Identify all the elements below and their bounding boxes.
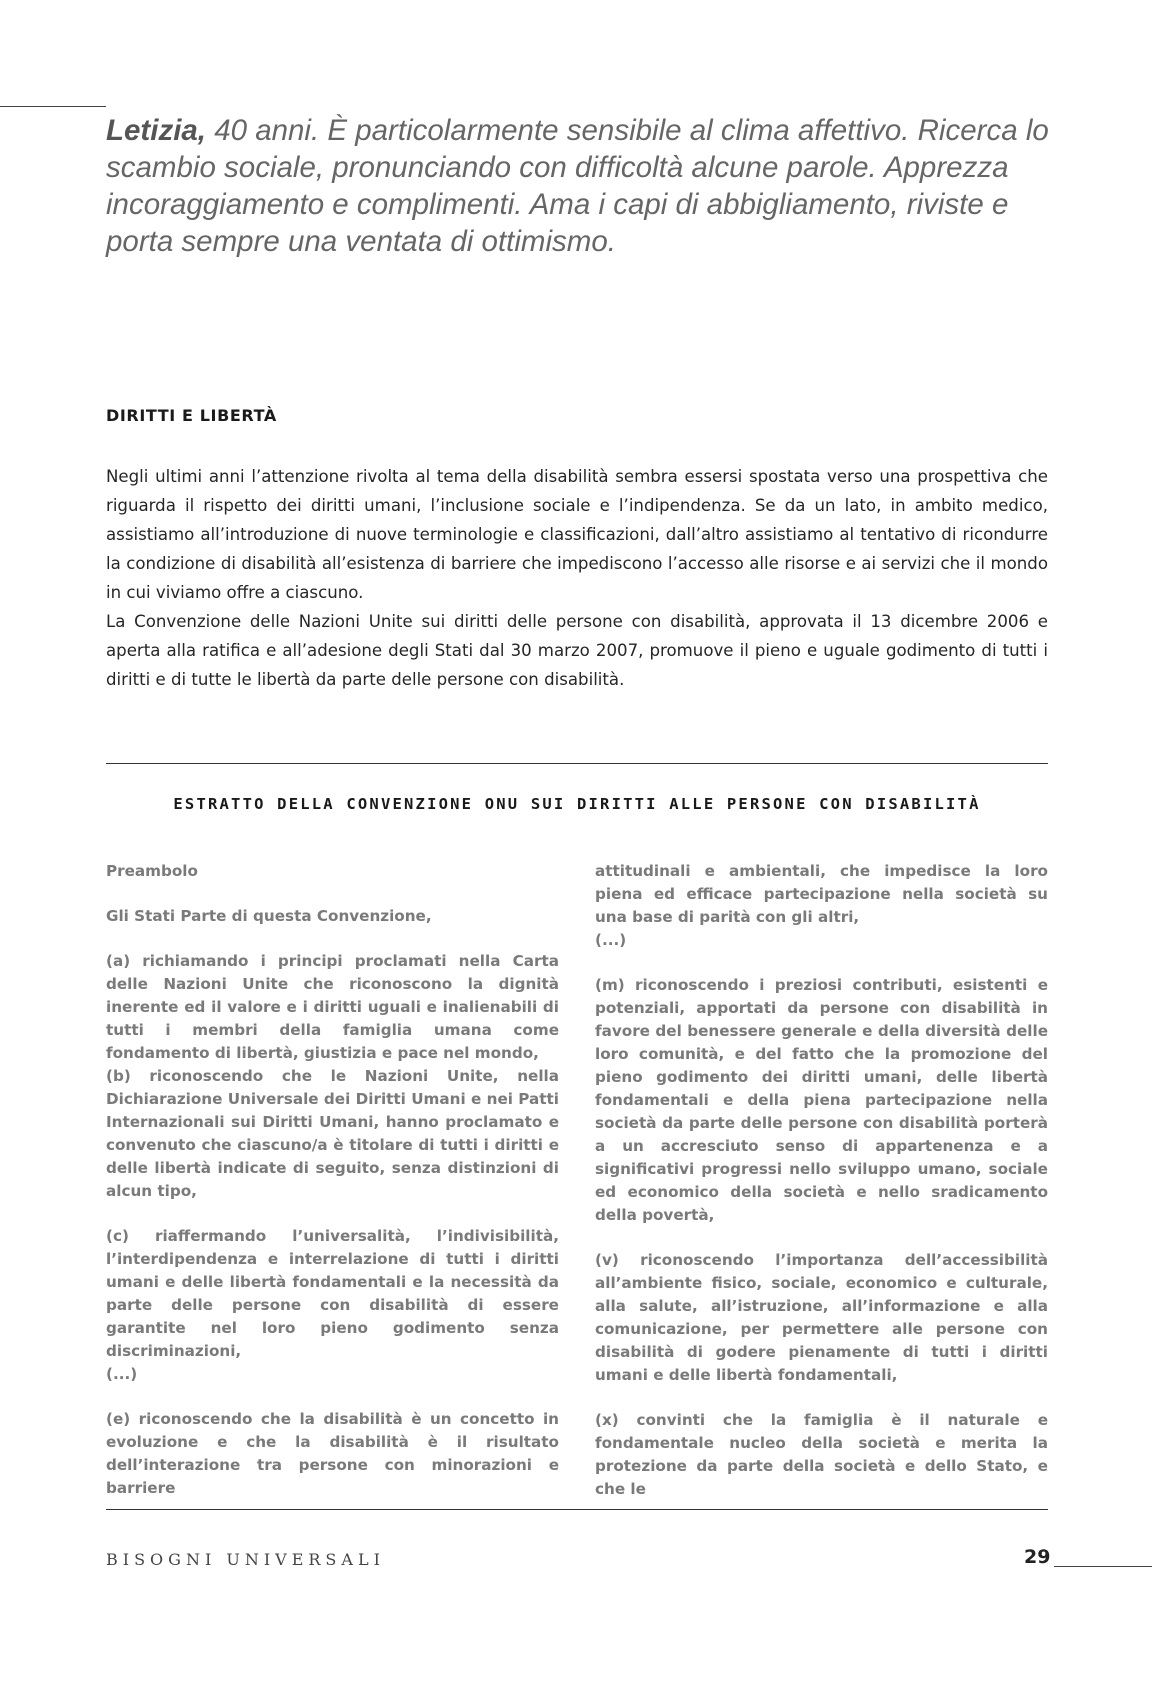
persona-name: Letizia, [106, 114, 206, 147]
footer-series-title: BISOGNI UNIVERSALI [106, 1550, 385, 1569]
ellipsis: (...) [106, 1365, 138, 1383]
preamble-intro: Gli Stati Parte di questa Convenzione, [106, 907, 432, 925]
clause-v: (v) riconoscendo l’importanza dell’accessibilità all’ambiente fisico, sociale, economico e culturale, alla salute, all’istruzione, all’informazione e alla comunicazione, per permettere alle persone con disabilità di godere pienamente di tutti i diritti umani e delle libertà fondamentali, [595, 1251, 1048, 1384]
clause-b: (b) riconoscendo che le Nazioni Unite, nella Dichiarazione Universale dei Diritti Umani e nei Patti Internazionali sui Diritti Umani, hanno proclamato e convenuto che ciascuno/a è titolare di tutti i diritti e delle libertà indicate di seguito, senza distinzioni di alcun tipo, [106, 1067, 559, 1200]
box-bottom-rule [106, 1509, 1048, 1510]
box-title: ESTRATTO DELLA CONVENZIONE ONU SUI DIRITTI ALLE PERSONE CON DISABILITÀ [173, 795, 981, 813]
box-left-column [106, 860, 559, 1500]
page-number: 29 [1024, 1546, 1051, 1568]
body-paragraph: Negli ultimi anni l’attenzione rivolta al tema della disabilità sembra essersi spostata verso una prospettiva che riguarda il rispetto dei diritti umani, l’inclusione sociale e l’indipendenza. Se da un lato, in ambito medico, assistiamo all’introduzione di nuove terminologie e classificazioni, dall’altro assistiamo al tentativo di ricondurre la condizione di disabilità all’esistenza di barriere che impediscono l’accesso alle risorse e ai servizi che il mondo in cui viviamo offre a ciascuno. [106, 467, 1048, 602]
clause-e-continued: attitudinali e ambientali, che impedisce la loro piena ed efficace partecipazione nella società su una base di parità con gli altri, [595, 862, 1048, 926]
preamble-heading: Preambolo [106, 862, 198, 880]
clause-x: (x) convinti che la famiglia è il naturale e fondamentale nucleo della società e merita la protezione da parte della società e dello Stato, e che le [595, 1411, 1048, 1498]
section-body [106, 462, 1048, 694]
section-title: DIRITTI E LIBERTÀ [106, 406, 277, 425]
footer-rule [1054, 1566, 1152, 1567]
persona-quote [106, 112, 1066, 260]
clause-c: (c) riaffermando l’universalità, l’indivisibilità, l’interdipendenza e interrelazione di tutti i diritti umani e delle libertà fondamentali e la necessità da parte delle persone con disabilità di essere garantite nel loro pieno godimento senza discriminazioni, [106, 1227, 559, 1360]
clause-m: (m) riconoscendo i preziosi contributi, esistenti e potenziali, apportati da persone con disabilità in favore del benessere generale e della diversità delle loro comunità, e del fatto che la promozione del pieno godimento dei diritti umani, delle libertà fondamentali e della piena partecipazione nella società da parte delle persone con disabilità porterà a un accresciuto senso di appartenenza e a significativi progressi nello sviluppo umano, sociale ed economico della società e nello sradicamento della povertà, [595, 976, 1048, 1224]
box-right-column [595, 860, 1048, 1501]
clause-e: (e) riconoscendo che la disabilità è un concetto in evoluzione e che la disabilità è il risultato dell’interazione tra persone con minorazioni e barriere [106, 1410, 559, 1497]
body-paragraph: La Convenzione delle Nazioni Unite sui diritti delle persone con disabilità, approvata il 13 dicembre 2006 e aperta alla ratifica e all’adesione degli Stati dal 30 marzo 2007, promuove il pieno e uguale godimento di tutti i diritti e di tutte le libertà da parte delle persone con disabilità. [106, 612, 1048, 689]
persona-description: 40 anni. È particolarmente sensibile al clima affettivo. Ricerca lo scambio sociale, pronunciando con difficoltà alcune parole. Apprezza incoraggiamento e complimenti. Ama i capi di abbigliamento, riviste e porta sempre una ventata di ottimismo. [106, 114, 1049, 258]
clause-a: (a) richiamando i principi proclamati nella Carta delle Nazioni Unite che riconoscono la dignità inerente ed il valore e i diritti uguali e inalienabili di tutti i membri della famiglia umana come fondamento di libertà, giustizia e pace nel mondo, [106, 952, 559, 1062]
ellipsis: (...) [595, 931, 627, 949]
top-left-rule [0, 106, 106, 107]
box-top-rule [106, 763, 1048, 764]
